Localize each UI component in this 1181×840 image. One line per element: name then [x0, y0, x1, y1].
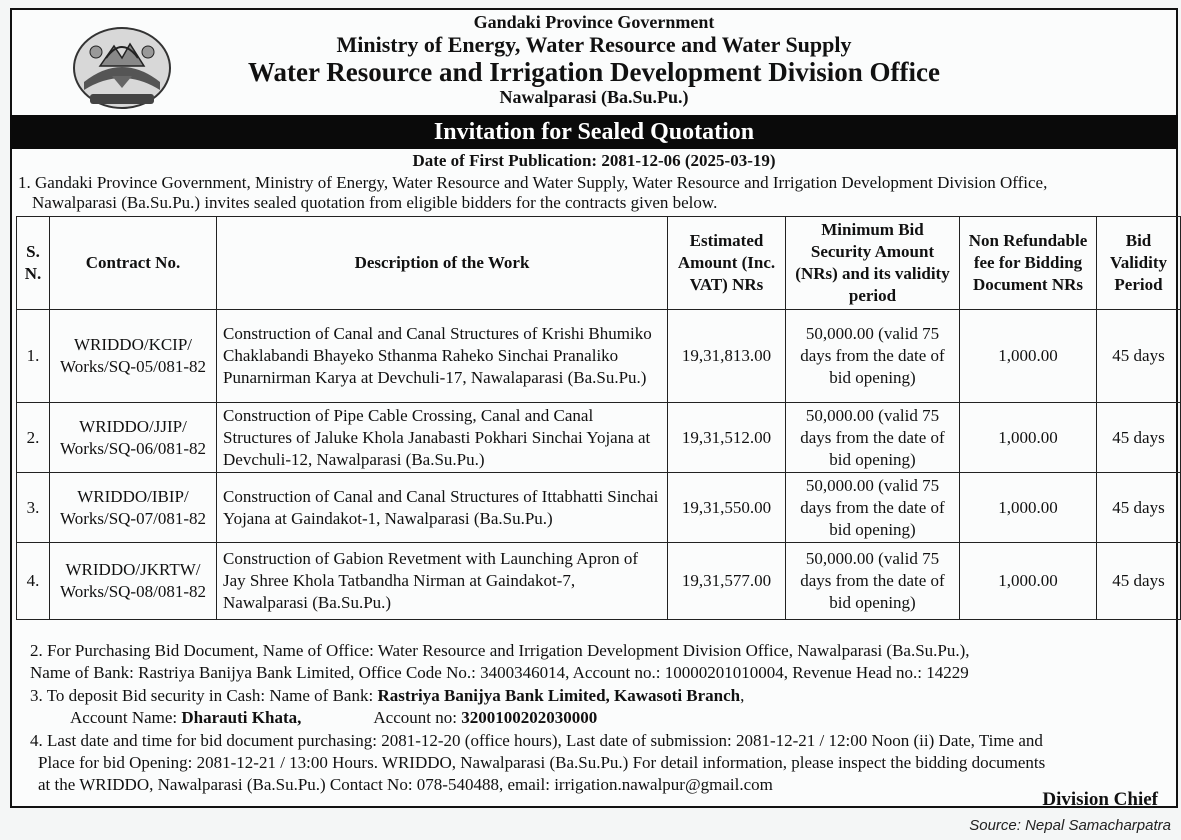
cell-sn: 3. — [17, 473, 50, 543]
deadline-line-3: at the WRIDDO, Nawalparasi (Ba.Su.Pu.) Contact No: 078-540488, email: irrigation.nawalpur@gmail.com — [38, 775, 773, 794]
account-details-line — [70, 707, 597, 729]
cell-sn: 4. — [17, 543, 50, 620]
account-no-label: Account no: — [373, 708, 462, 727]
account-no: 3200100202030000 — [461, 708, 598, 727]
cell-contract: WRIDDO/IBIP/ Works/SQ-07/081-82 — [50, 473, 217, 543]
cell-description: Construction of Gabion Revetment with Launching Apron of Jay Shree Khola Tatbandha Nirman at Gaindakot-7, Nawalparasi (Ba.Su.Pu.) — [217, 543, 668, 620]
cell-sn: 2. — [17, 403, 50, 473]
cell-contract: WRIDDO/KCIP/ Works/SQ-05/081-82 — [50, 310, 217, 403]
cell-description: Construction of Pipe Cable Crossing, Canal and Canal Structures of Jaluke Khola Janabasti Pokhari Sinchai Yojana at Devchuli-12, Nawalparasi (Ba.Su.Pu.) — [217, 403, 668, 473]
col-header-estimated: Estimated Amount (Inc. VAT) NRs — [668, 217, 786, 310]
notice-header — [12, 10, 1176, 114]
deposit-prefix: 3. To deposit Bid security in Cash: Name of Bank: — [30, 686, 378, 705]
deadline-line-1: 4. Last date and time for bid document purchasing: 2081-12-20 (office hours), Last date of submission: 2081-12-21 / 12:00 Noon (ii) Date, Time and — [30, 731, 1043, 750]
publication-date: Date of First Publication: 2081-12-06 (2025-03-19) — [412, 151, 776, 170]
account-name-label: Account Name: — [70, 708, 182, 727]
cell-fee: 1,000.00 — [960, 543, 1097, 620]
cell-description: Construction of Canal and Canal Structures of Ittabhatti Sinchai Yojana at Gaindakot-1, Nawalparasi (Ba.Su.Pu.) — [217, 473, 668, 543]
notice-document — [10, 8, 1178, 808]
cell-fee: 1,000.00 — [960, 403, 1097, 473]
signoff: Division Chief — [1042, 789, 1158, 810]
table-row — [17, 403, 1181, 473]
purchase-info-line-1: 2. For Purchasing Bid Document, Name of Office: Water Resource and Irrigation Development Division Office, Nawalparasi (Ba.Su.Pu.), — [30, 641, 970, 660]
deposit-suffix: , — [740, 686, 745, 705]
col-header-bid-security: Minimum Bid Security Amount (NRs) and its validity period — [786, 217, 960, 310]
cell-contract: WRIDDO/JKRTW/ Works/SQ-08/081-82 — [50, 543, 217, 620]
table-header-row — [17, 217, 1181, 310]
cell-bid-security: 50,000.00 (valid 75 days from the date of bid opening) — [786, 543, 960, 620]
cell-validity: 45 days — [1097, 310, 1181, 403]
col-header-fee: Non Refundable fee for Bidding Document NRs — [960, 217, 1097, 310]
col-header-validity: Bid Validity Period — [1097, 217, 1181, 310]
notice-title: Invitation for Sealed Quotation — [10, 115, 1178, 149]
deposit-bank-name: Rastriya Banijya Bank Limited, Kawasoti Branch — [377, 686, 741, 705]
cell-fee: 1,000.00 — [960, 310, 1097, 403]
cell-description: Construction of Canal and Canal Structures of Krishi Bhumiko Chaklabandi Bhayeko Sthanma Raheko Sinchai Pranaliko Punarnirman Karya at Devchuli-17, Nawalaparasi (Ba.Su.Pu.) — [217, 310, 668, 403]
source-credit: Source: Nepal Samacharpatra — [969, 817, 1171, 834]
province-name: Gandaki Province Government — [473, 12, 715, 32]
intro-line-2: Nawalparasi (Ba.Su.Pu.) invites sealed quotation from eligible bidders for the contracts given below. — [32, 193, 718, 212]
cell-bid-security: 50,000.00 (valid 75 days from the date of bid opening) — [786, 473, 960, 543]
intro-line-1: 1. Gandaki Province Government, Ministry of Energy, Water Resource and Water Supply, Water Resource and Irrigation Development Division Office, — [18, 173, 1048, 192]
bid-security-deposit-line — [30, 685, 744, 707]
cell-sn: 1. — [17, 310, 50, 403]
col-header-description: Description of the Work — [217, 217, 668, 310]
ministry-name: Ministry of Energy, Water Resource and Water Supply — [336, 32, 852, 57]
cell-bid-security: 50,000.00 (valid 75 days from the date of bid opening) — [786, 403, 960, 473]
table-row — [17, 310, 1181, 403]
col-header-sn: S. N. — [17, 217, 50, 310]
cell-bid-security: 50,000.00 (valid 75 days from the date of bid opening) — [786, 310, 960, 403]
cell-validity: 45 days — [1097, 473, 1181, 543]
col-header-contract: Contract No. — [50, 217, 217, 310]
cell-validity: 45 days — [1097, 403, 1181, 473]
deadline-line-2: Place for bid Opening: 2081-12-21 / 13:00 Hours. WRIDDO, Nawalparasi (Ba.Su.Pu.) For detail information, please inspect the bidding documents — [38, 753, 1046, 772]
contracts-table — [16, 216, 1181, 620]
account-name: Dharauti Khata, — [181, 708, 302, 727]
purchase-info-line-2: Name of Bank: Rastriya Banijya Bank Limited, Office Code No.: 3400346014, Account no.: 10000201010004, Revenue Head no.: 14229 — [30, 663, 969, 682]
cell-validity: 45 days — [1097, 543, 1181, 620]
office-location: Nawalparasi (Ba.Su.Pu.) — [499, 87, 689, 107]
cell-contract: WRIDDO/JJIP/ Works/SQ-06/081-82 — [50, 403, 217, 473]
cell-estimated: 19,31,577.00 — [668, 543, 786, 620]
table-row — [17, 543, 1181, 620]
cell-estimated: 19,31,813.00 — [668, 310, 786, 403]
cell-estimated: 19,31,550.00 — [668, 473, 786, 543]
cell-estimated: 19,31,512.00 — [668, 403, 786, 473]
table-row — [17, 473, 1181, 543]
office-name: Water Resource and Irrigation Development Division Office — [248, 57, 940, 87]
cell-fee: 1,000.00 — [960, 473, 1097, 543]
